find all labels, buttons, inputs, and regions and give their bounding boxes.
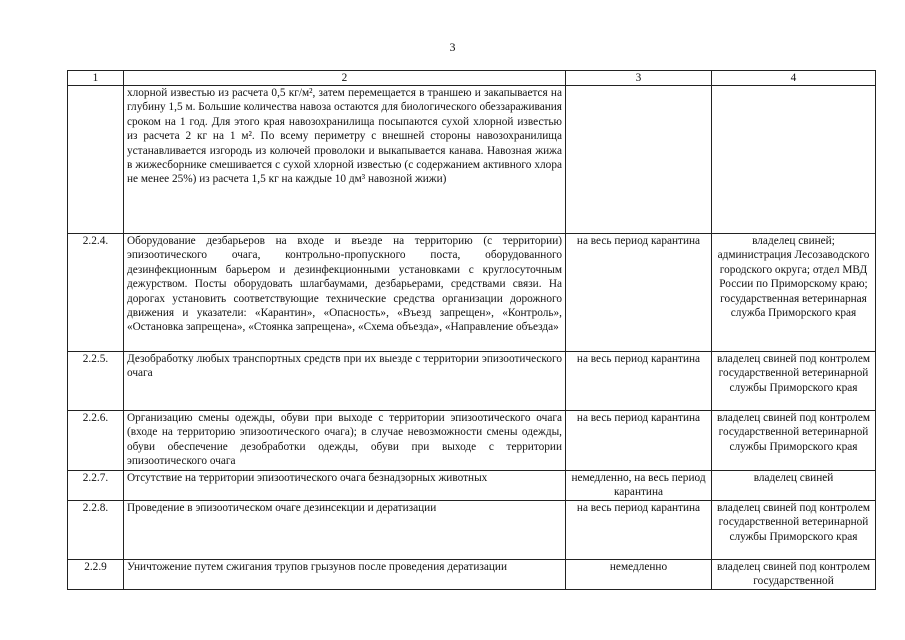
responsible-cell: владелец свиней bbox=[712, 471, 876, 501]
measure-text: хлорной известью из расчета 0,5 кг/м², затем перемещается в траншею и закапывается на глубину 1,5 м. Большие количества навоза остаются для биологического обеззараживания сроком на 1 год. Для этого края навозохранилища посыпаются сухой хлорной известью из расчета 2 кг на 1 м². По всему периметру с внешней стороны навозохранилища устанавливается изгородь из колючей проволоки и выкапывается канава. Навозная жижа в жижесборнике смешивается с сухой хлорной известью (с содержанием активного хлора не менее 25%) из расчета 1,5 кг на каждые 10 дм³ навозной жижи) bbox=[124, 86, 566, 234]
header-row bbox=[68, 71, 876, 86]
term-cell: немедленно bbox=[566, 559, 712, 589]
header-col-2: 2 bbox=[124, 71, 566, 86]
table-row bbox=[68, 86, 876, 234]
header-col-3: 3 bbox=[566, 71, 712, 86]
term-cell: на весь период карантина bbox=[566, 352, 712, 411]
responsible-cell: владелец свиней под контролем государственной ветеринарной службы Приморского края bbox=[712, 411, 876, 471]
measure-text: Дезобработку любых транспортных средств при их выезде с территории эпизоотического очага bbox=[124, 352, 566, 411]
term-cell: на весь период карантина bbox=[566, 500, 712, 559]
item-number: 2.2.7. bbox=[68, 471, 124, 501]
measure-text: Отсутствие на территории эпизоотического очага безнадзорных животных bbox=[124, 471, 566, 501]
item-number: 2.2.5. bbox=[68, 352, 124, 411]
measure-text: Организацию смены одежды, обуви при выходе с территории эпизоотического очага (входе на территорию эпизоотического очага); в случае невозможности смены одежды, обуви обеспечение дезобработки одежды, обуви при выходе с территории эпизоотического очага bbox=[124, 411, 566, 471]
item-number bbox=[68, 86, 124, 234]
header-col-1: 1 bbox=[68, 71, 124, 86]
responsible-cell: владелец свиней под контролем государственной bbox=[712, 559, 876, 589]
measure-text: Уничтожение путем сжигания трупов грызунов после проведения дератизации bbox=[124, 559, 566, 589]
item-number: 2.2.8. bbox=[68, 500, 124, 559]
table-row bbox=[68, 411, 876, 471]
measure-text: Оборудование дезбарьеров на входе и въезде на территорию (с территории) эпизоотического очага, контрольно-пропускного поста, оборудованного дезинфекционным барьером и дезинфекционными установками с круглосуточным дежурством. Посты оборудовать шлагбаумами, дезбарьерами, средствами связи. На дорогах установить соответствующие технические средства организации дорожного движения и указатели: «Карантин», «Опасность», «Въезд запрещен», «Контроль», «Остановка запрещена», «Стоянка запрещена», «Схема объезда», «Направление объезда» bbox=[124, 234, 566, 352]
term-cell: на весь период карантина bbox=[566, 411, 712, 471]
responsible-cell: владелец свиней под контролем государственной ветеринарной службы Приморского края bbox=[712, 500, 876, 559]
page-number: 3 bbox=[449, 40, 456, 54]
item-number: 2.2.6. bbox=[68, 411, 124, 471]
table-row bbox=[68, 234, 876, 352]
item-number: 2.2.9 bbox=[68, 559, 124, 589]
term-cell: немедленно, на весь период карантина bbox=[566, 471, 712, 501]
term-cell bbox=[566, 86, 712, 234]
table-row bbox=[68, 500, 876, 559]
table-row bbox=[68, 471, 876, 501]
term-cell: на весь период карантина bbox=[566, 234, 712, 352]
responsible-cell: владелец свиней; администрация Лесозаводского городского округа; отдел МВД России по Приморскому краю; государственная ветеринарная служба Приморского края bbox=[712, 234, 876, 352]
responsible-cell: владелец свиней под контролем государственной ветеринарной службы Приморского края bbox=[712, 352, 876, 411]
table-row bbox=[68, 352, 876, 411]
responsible-cell bbox=[712, 86, 876, 234]
item-number: 2.2.4. bbox=[68, 234, 124, 352]
measures-table bbox=[67, 70, 876, 590]
table-row bbox=[68, 559, 876, 589]
measure-text: Проведение в эпизоотическом очаге дезинсекции и дератизации bbox=[124, 500, 566, 559]
header-col-4: 4 bbox=[712, 71, 876, 86]
